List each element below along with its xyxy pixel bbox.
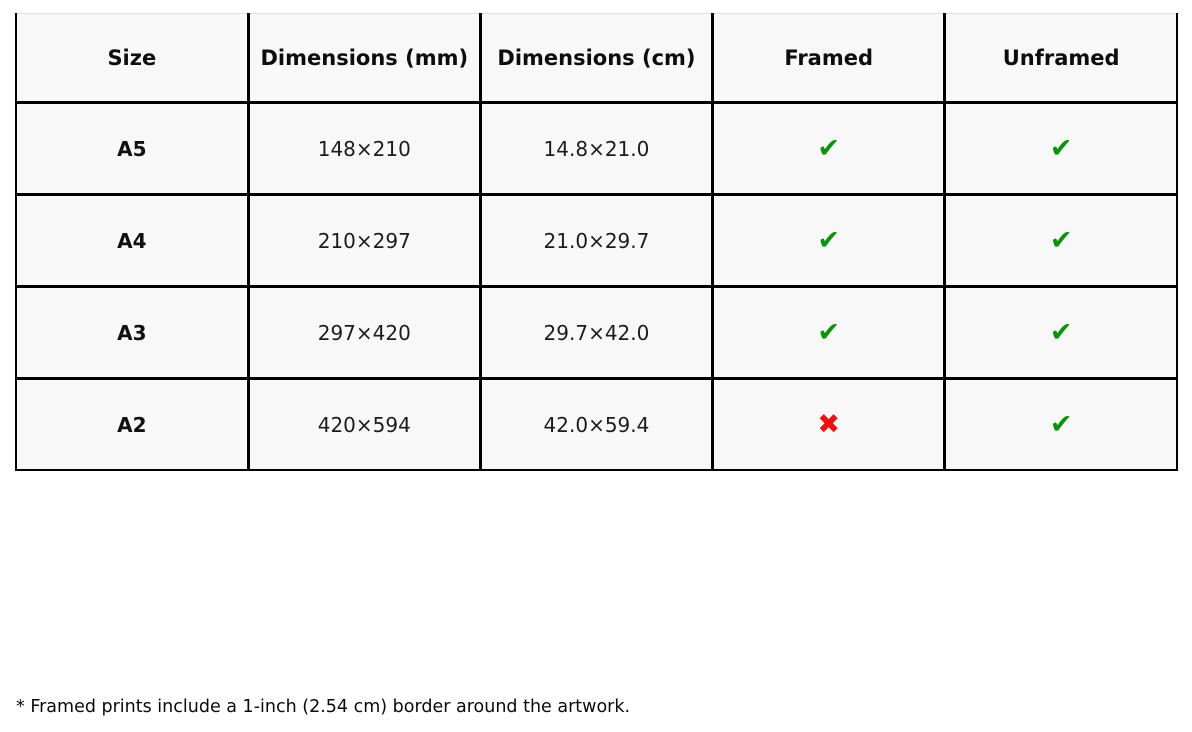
table-row-a2 <box>16 379 1177 471</box>
size-label: A4 <box>16 195 248 287</box>
framed-availability-cell <box>713 195 945 287</box>
check-icon: ✔ <box>1049 409 1073 440</box>
unframed-availability-cell <box>945 103 1177 195</box>
dimensions-cm-value: 42.0×59.4 <box>480 379 712 471</box>
dimensions-mm-value: 297×420 <box>248 287 480 379</box>
size-label: A3 <box>16 287 248 379</box>
column-header-size: Size <box>16 14 248 103</box>
cross-icon: ✖ <box>817 409 840 440</box>
table-row-a4 <box>16 195 1177 287</box>
framed-border-footnote: * Framed prints include a 1-inch (2.54 cm) border around the artwork. <box>16 697 631 717</box>
check-icon: ✔ <box>817 133 840 164</box>
column-header-dimensions-cm: Dimensions (cm) <box>480 14 712 103</box>
dimensions-cm-value: 14.8×21.0 <box>480 103 712 195</box>
unframed-availability-cell <box>945 379 1177 471</box>
framed-availability-cell <box>713 287 945 379</box>
table-row-a5 <box>16 103 1177 195</box>
check-icon: ✔ <box>1049 225 1073 256</box>
size-label: A2 <box>16 379 248 471</box>
unframed-availability-cell <box>945 287 1177 379</box>
size-label: A5 <box>16 103 248 195</box>
table-header <box>16 14 1177 103</box>
header-row <box>16 14 1177 103</box>
dimensions-mm-value: 420×594 <box>248 379 480 471</box>
table-row-a3 <box>16 287 1177 379</box>
dimensions-mm-value: 148×210 <box>248 103 480 195</box>
print-size-table <box>15 13 1178 471</box>
dimensions-cm-value: 21.0×29.7 <box>480 195 712 287</box>
dimensions-mm-value: 210×297 <box>248 195 480 287</box>
dimensions-cm-value: 29.7×42.0 <box>480 287 712 379</box>
check-icon: ✔ <box>1049 317 1073 348</box>
column-header-dimensions-mm: Dimensions (mm) <box>248 14 480 103</box>
check-icon: ✔ <box>1049 133 1073 164</box>
column-header-framed: Framed <box>713 14 945 103</box>
table-body <box>16 103 1177 471</box>
column-header-unframed: Unframed <box>945 14 1177 103</box>
check-icon: ✔ <box>817 225 840 256</box>
check-icon: ✔ <box>817 317 840 348</box>
framed-availability-cell <box>713 379 945 471</box>
unframed-availability-cell <box>945 195 1177 287</box>
framed-availability-cell <box>713 103 945 195</box>
